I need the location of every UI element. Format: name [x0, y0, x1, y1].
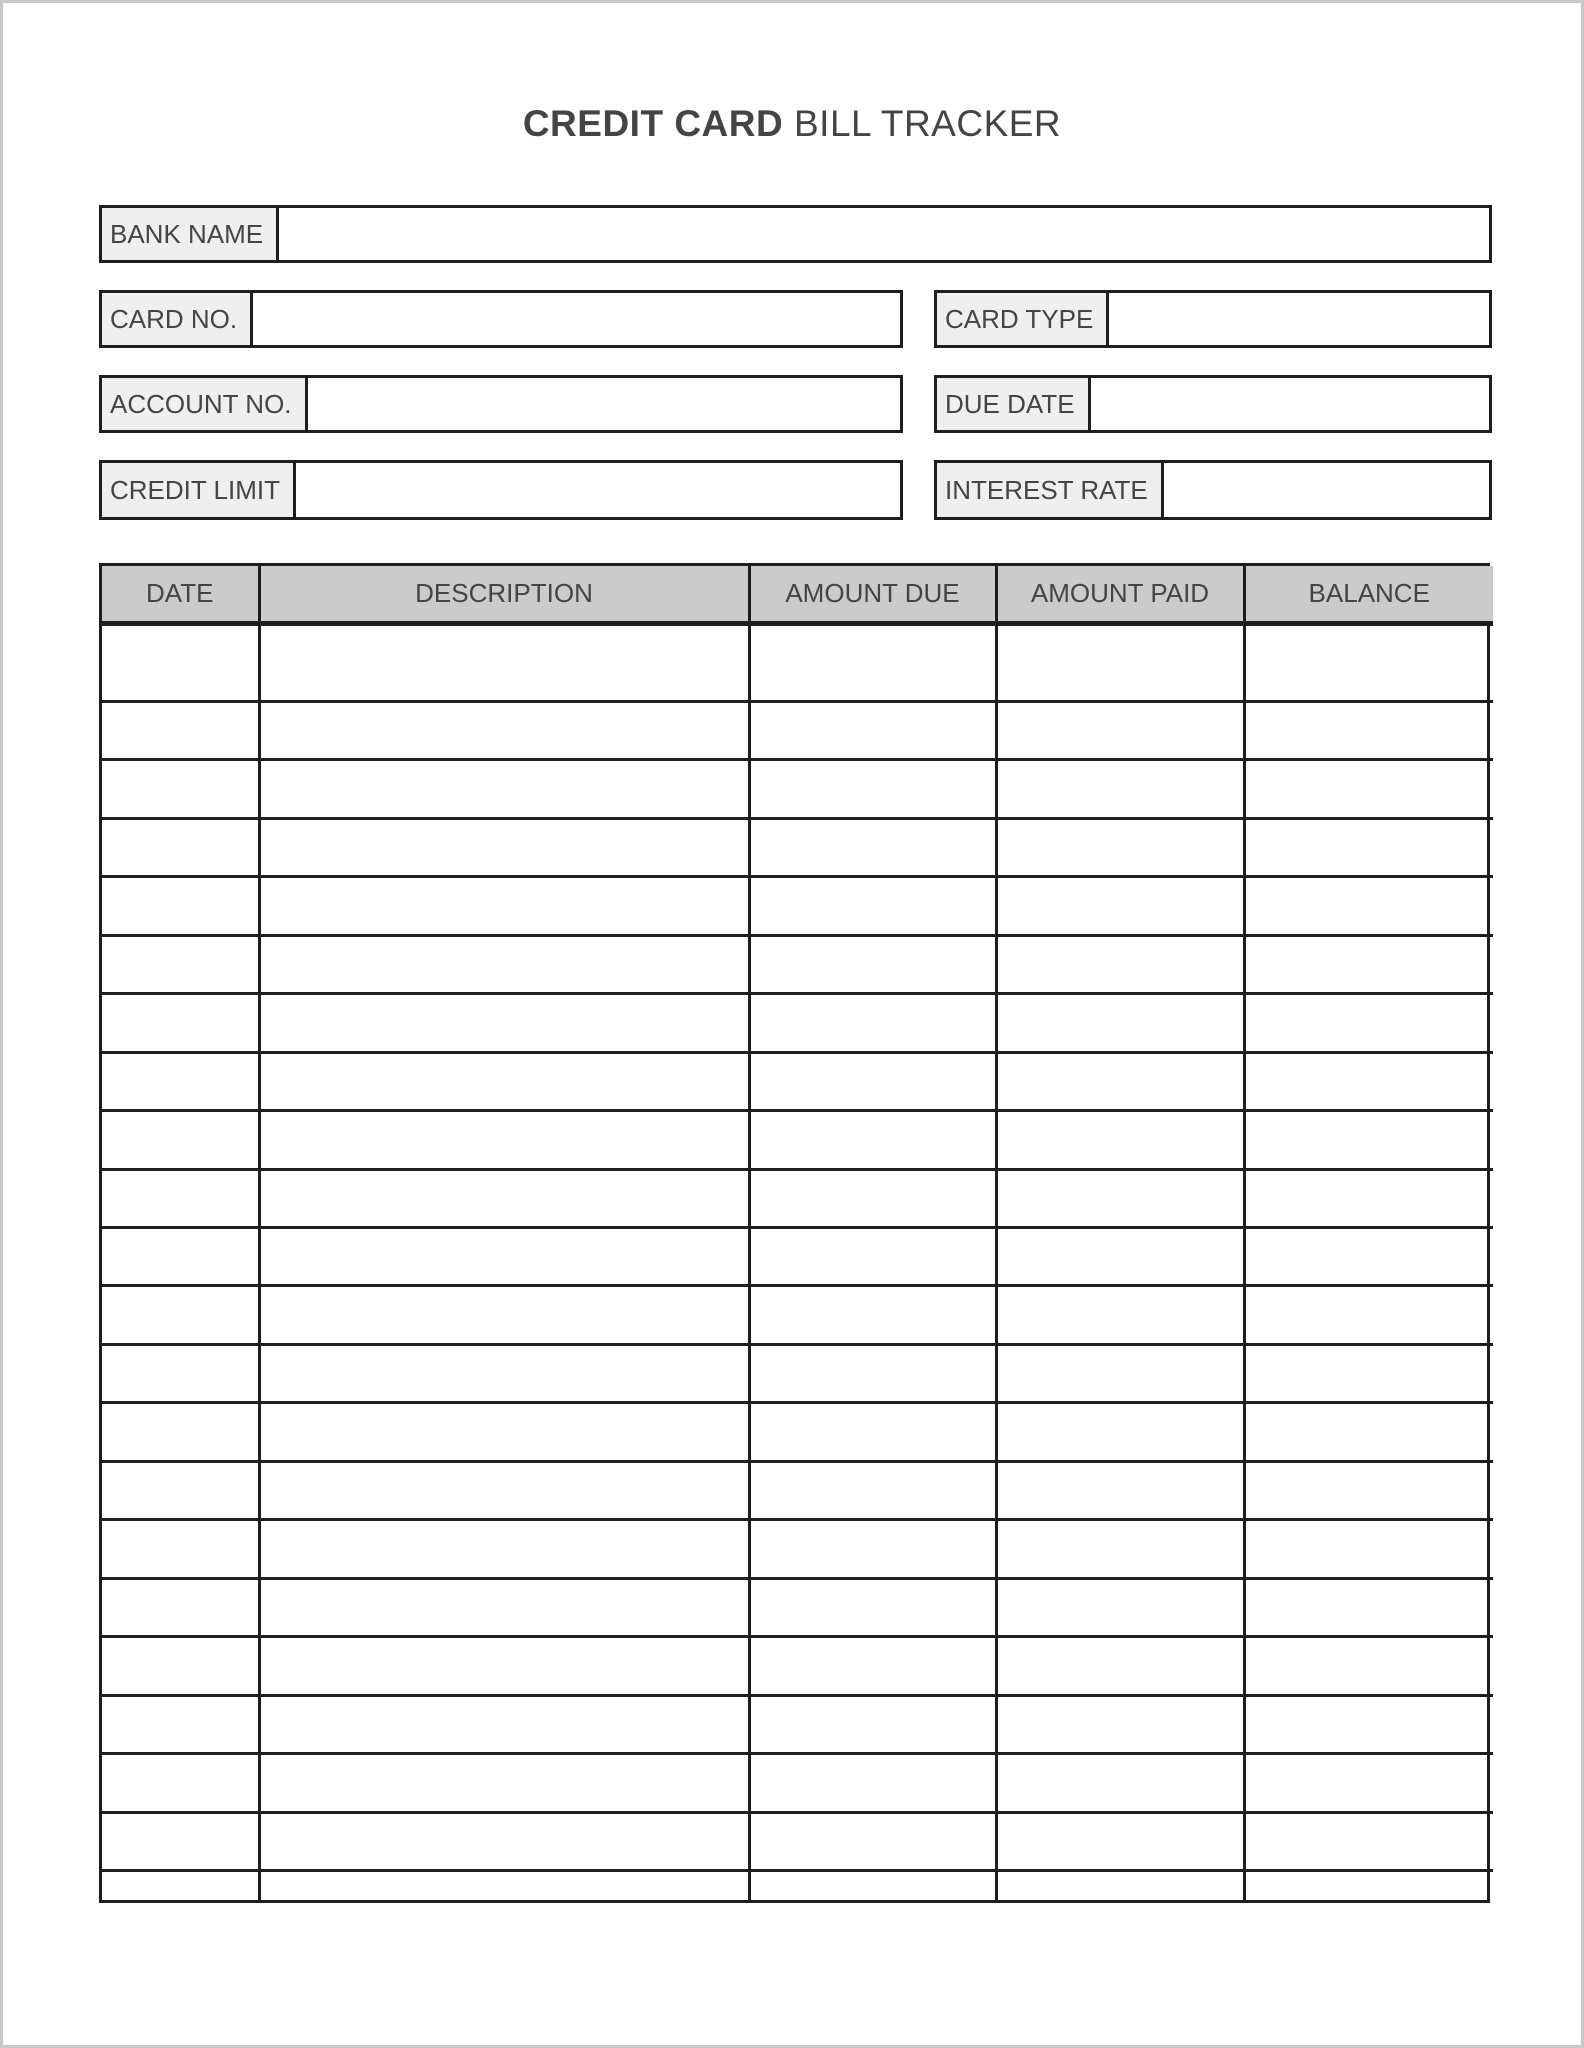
date-cell[interactable] — [102, 994, 259, 1052]
description-cell[interactable] — [259, 994, 749, 1052]
date-cell[interactable] — [102, 1578, 259, 1636]
bank-name-label: BANK NAME — [102, 208, 279, 260]
description-cell[interactable] — [259, 1461, 749, 1519]
card-no-field — [99, 290, 903, 348]
balance-cell[interactable] — [1244, 1812, 1493, 1870]
balance-cell[interactable] — [1244, 1403, 1493, 1461]
balance-cell[interactable] — [1244, 1052, 1493, 1110]
amount-due-cell[interactable] — [749, 1111, 996, 1169]
card-no-label: CARD NO. — [102, 293, 253, 345]
table-row — [102, 994, 1493, 1052]
date-cell[interactable] — [102, 1228, 259, 1286]
description-cell[interactable] — [259, 701, 749, 759]
table-row — [102, 1286, 1493, 1344]
amount-due-cell[interactable] — [749, 935, 996, 993]
date-cell[interactable] — [102, 1695, 259, 1753]
interest-rate-input[interactable] — [1164, 463, 1489, 517]
bank-name-input[interactable] — [279, 208, 1489, 260]
description-cell[interactable] — [259, 1637, 749, 1695]
table-row — [102, 624, 1493, 702]
header-date: DATE — [102, 566, 259, 624]
table-row — [102, 1403, 1493, 1461]
amount-paid-cell[interactable] — [996, 1286, 1244, 1344]
balance-cell[interactable] — [1244, 1111, 1493, 1169]
balance-cell[interactable] — [1244, 1754, 1493, 1812]
amount-paid-cell[interactable] — [996, 1578, 1244, 1636]
description-cell[interactable] — [259, 1403, 749, 1461]
description-cell[interactable] — [259, 1169, 749, 1227]
amount-due-cell[interactable] — [749, 1520, 996, 1578]
balance-cell[interactable] — [1244, 1578, 1493, 1636]
balance-cell[interactable] — [1244, 994, 1493, 1052]
amount-due-cell[interactable] — [749, 624, 996, 702]
table-row — [102, 1169, 1493, 1227]
amount-paid-cell[interactable] — [996, 701, 1244, 759]
interest-rate-label: INTEREST RATE — [937, 463, 1164, 517]
table-row — [102, 1695, 1493, 1753]
amount-due-cell[interactable] — [749, 1578, 996, 1636]
amount-due-cell[interactable] — [749, 1812, 996, 1870]
description-cell[interactable] — [259, 818, 749, 876]
amount-paid-cell[interactable] — [996, 1871, 1244, 1900]
title-rest: BILL TRACKER — [783, 103, 1062, 144]
balance-cell[interactable] — [1244, 1520, 1493, 1578]
amount-paid-cell[interactable] — [996, 1344, 1244, 1402]
table-row — [102, 1461, 1493, 1519]
description-cell[interactable] — [259, 624, 749, 702]
description-cell[interactable] — [259, 1578, 749, 1636]
description-cell[interactable] — [259, 1286, 749, 1344]
description-cell[interactable] — [259, 1695, 749, 1753]
amount-due-cell[interactable] — [749, 1695, 996, 1753]
balance-cell[interactable] — [1244, 1169, 1493, 1227]
balance-cell[interactable] — [1244, 1286, 1493, 1344]
table-row — [102, 1111, 1493, 1169]
table-row — [102, 701, 1493, 759]
bill-table-grid — [102, 566, 1493, 1900]
table-row — [102, 1754, 1493, 1812]
date-cell[interactable] — [102, 624, 259, 702]
amount-paid-cell[interactable] — [996, 935, 1244, 993]
table-row — [102, 1228, 1493, 1286]
date-cell[interactable] — [102, 701, 259, 759]
amount-paid-cell[interactable] — [996, 1111, 1244, 1169]
amount-paid-cell[interactable] — [996, 1169, 1244, 1227]
date-cell[interactable] — [102, 1344, 259, 1402]
amount-due-cell[interactable] — [749, 1754, 996, 1812]
date-cell[interactable] — [102, 935, 259, 993]
amount-paid-cell[interactable] — [996, 1461, 1244, 1519]
header-description: DESCRIPTION — [259, 566, 749, 624]
balance-cell[interactable] — [1244, 1344, 1493, 1402]
amount-paid-cell[interactable] — [996, 1695, 1244, 1753]
amount-due-cell[interactable] — [749, 1286, 996, 1344]
amount-due-cell[interactable] — [749, 1403, 996, 1461]
date-cell[interactable] — [102, 1169, 259, 1227]
header-amount-due: AMOUNT DUE — [749, 566, 996, 624]
description-cell[interactable] — [259, 1344, 749, 1402]
table-body — [102, 624, 1493, 1901]
balance-cell[interactable] — [1244, 818, 1493, 876]
due-date-input[interactable] — [1091, 378, 1489, 430]
date-cell[interactable] — [102, 1520, 259, 1578]
description-cell[interactable] — [259, 1520, 749, 1578]
description-cell[interactable] — [259, 1228, 749, 1286]
balance-cell[interactable] — [1244, 877, 1493, 935]
table-row — [102, 818, 1493, 876]
amount-due-cell[interactable] — [749, 1344, 996, 1402]
table-row — [102, 877, 1493, 935]
amount-paid-cell[interactable] — [996, 624, 1244, 702]
amount-due-cell[interactable] — [749, 994, 996, 1052]
card-type-input[interactable] — [1109, 293, 1489, 345]
amount-due-cell[interactable] — [749, 1169, 996, 1227]
amount-due-cell[interactable] — [749, 877, 996, 935]
balance-cell[interactable] — [1244, 1228, 1493, 1286]
interest-rate-field — [934, 460, 1492, 520]
card-type-field — [934, 290, 1492, 348]
description-cell[interactable] — [259, 1812, 749, 1870]
table-row — [102, 935, 1493, 993]
amount-due-cell[interactable] — [749, 701, 996, 759]
description-cell[interactable] — [259, 935, 749, 993]
description-cell[interactable] — [259, 760, 749, 818]
balance-cell[interactable] — [1244, 1695, 1493, 1753]
date-cell[interactable] — [102, 1286, 259, 1344]
credit-limit-field — [99, 460, 903, 520]
balance-cell[interactable] — [1244, 1461, 1493, 1519]
amount-paid-cell[interactable] — [996, 818, 1244, 876]
table-header-row — [102, 566, 1493, 624]
amount-due-cell[interactable] — [749, 1228, 996, 1286]
amount-due-cell[interactable] — [749, 1637, 996, 1695]
description-cell[interactable] — [259, 1052, 749, 1110]
amount-paid-cell[interactable] — [996, 1052, 1244, 1110]
amount-due-cell[interactable] — [749, 1052, 996, 1110]
due-date-field — [934, 375, 1492, 433]
title-bold: CREDIT CARD — [522, 103, 784, 144]
amount-paid-cell[interactable] — [996, 877, 1244, 935]
account-no-input[interactable] — [308, 378, 900, 430]
amount-paid-cell[interactable] — [996, 994, 1244, 1052]
bill-table — [99, 563, 1490, 1903]
card-no-input[interactable] — [253, 293, 900, 345]
date-cell[interactable] — [102, 1637, 259, 1695]
date-cell[interactable] — [102, 877, 259, 935]
date-cell[interactable] — [102, 1461, 259, 1519]
description-cell[interactable] — [259, 1871, 749, 1900]
amount-paid-cell[interactable] — [996, 1637, 1244, 1695]
description-cell[interactable] — [259, 1111, 749, 1169]
page-title — [3, 103, 1581, 145]
table-row — [102, 760, 1493, 818]
amount-paid-cell[interactable] — [996, 1812, 1244, 1870]
date-cell[interactable] — [102, 1052, 259, 1110]
amount-due-cell[interactable] — [749, 818, 996, 876]
date-cell[interactable] — [102, 818, 259, 876]
date-cell[interactable] — [102, 760, 259, 818]
header-balance: BALANCE — [1244, 566, 1493, 624]
credit-limit-label: CREDIT LIMIT — [102, 463, 296, 517]
balance-cell[interactable] — [1244, 1637, 1493, 1695]
table-row — [102, 1578, 1493, 1636]
date-cell[interactable] — [102, 1871, 259, 1900]
amount-paid-cell[interactable] — [996, 1520, 1244, 1578]
date-cell[interactable] — [102, 1754, 259, 1812]
amount-paid-cell[interactable] — [996, 760, 1244, 818]
amount-paid-cell[interactable] — [996, 1228, 1244, 1286]
amount-due-cell[interactable] — [749, 1871, 996, 1900]
amount-due-cell[interactable] — [749, 1461, 996, 1519]
table-row — [102, 1871, 1493, 1900]
amount-paid-cell[interactable] — [996, 1754, 1244, 1812]
bank-name-field — [99, 205, 1492, 263]
balance-cell[interactable] — [1244, 1871, 1493, 1900]
table-row — [102, 1344, 1493, 1402]
account-no-label: ACCOUNT NO. — [102, 378, 308, 430]
card-type-label: CARD TYPE — [937, 293, 1109, 345]
table-row — [102, 1812, 1493, 1870]
description-cell[interactable] — [259, 877, 749, 935]
table-row — [102, 1052, 1493, 1110]
description-cell[interactable] — [259, 1754, 749, 1812]
balance-cell[interactable] — [1244, 701, 1493, 759]
date-cell[interactable] — [102, 1111, 259, 1169]
balance-cell[interactable] — [1244, 624, 1493, 702]
table-row — [102, 1637, 1493, 1695]
date-cell[interactable] — [102, 1403, 259, 1461]
header-amount-paid: AMOUNT PAID — [996, 566, 1244, 624]
balance-cell[interactable] — [1244, 935, 1493, 993]
amount-due-cell[interactable] — [749, 760, 996, 818]
due-date-label: DUE DATE — [937, 378, 1091, 430]
credit-limit-input[interactable] — [296, 463, 900, 517]
account-no-field — [99, 375, 903, 433]
amount-paid-cell[interactable] — [996, 1403, 1244, 1461]
table-row — [102, 1520, 1493, 1578]
date-cell[interactable] — [102, 1812, 259, 1870]
balance-cell[interactable] — [1244, 760, 1493, 818]
